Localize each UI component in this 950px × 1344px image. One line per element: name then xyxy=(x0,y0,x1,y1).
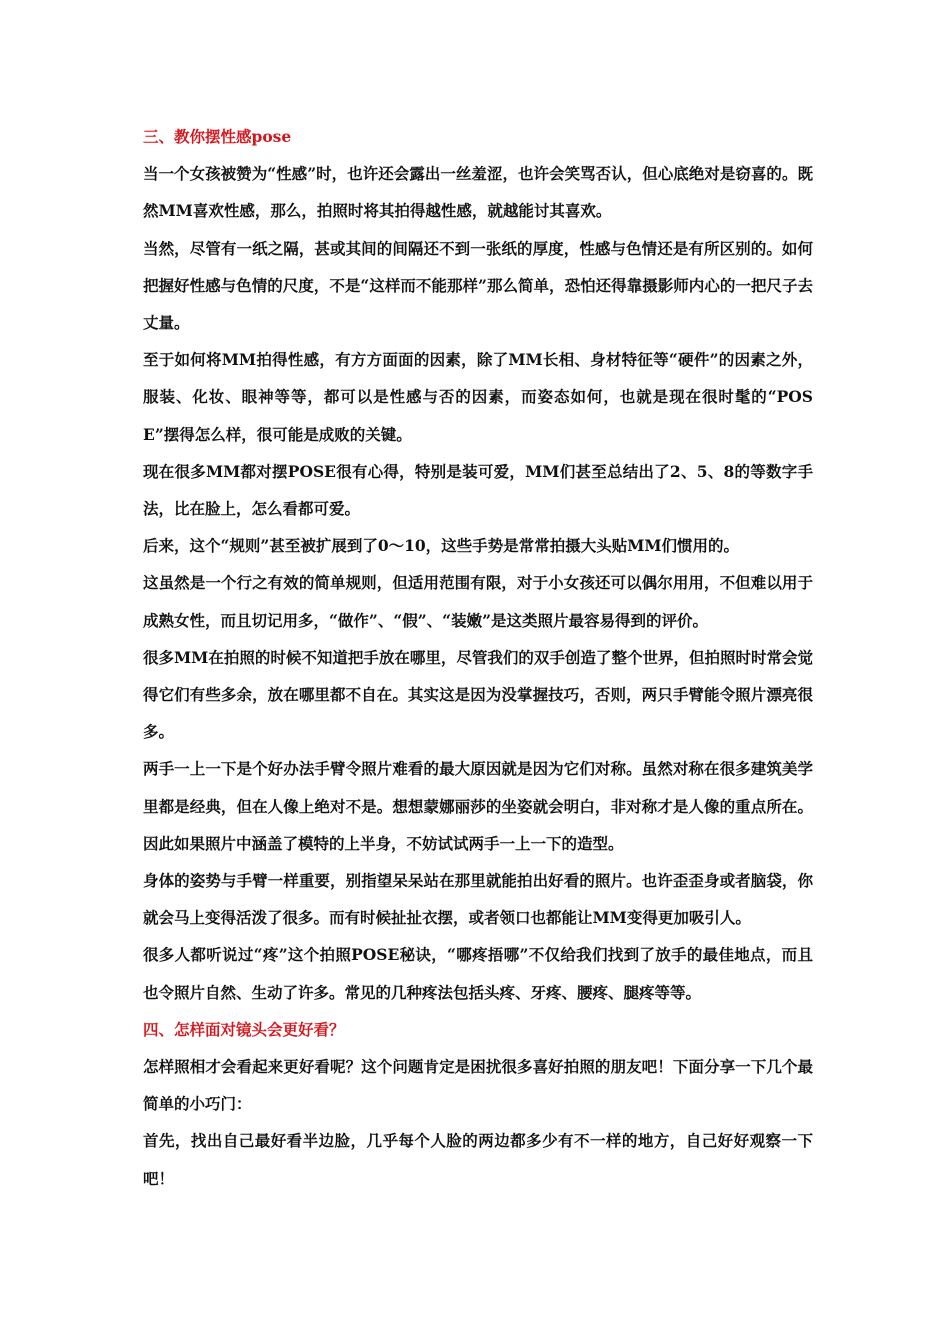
paragraph-7: 很多MM在拍照的时候不知道把手放在哪里，尽管我们的双手创造了整个世界，但拍照时时常会觉得它们有些多余，放在哪里都不自在。其实这是因为没掌握技巧，否则，两只手臂能令照片漂亮很多。 xyxy=(143,647,813,742)
document-content xyxy=(143,118,813,1197)
section-heading-4: 四、怎样面对镜头会更好看？ xyxy=(143,1019,345,1039)
paragraph-6: 这虽然是一个行之有效的简单规则，但适用范围有限，对于小女孩还可以偶尔用用，不但难以用于成熟女性，而且切记用多，“做作”、“假”、“装嫩”是这类照片最容易得到的评价。 xyxy=(143,573,813,630)
paragraph-4: 现在很多MM都对摆POSE很有心得，特别是装可爱，MM们甚至总结出了2、5、8的等数字手法，比在脸上，怎么看都可爱。 xyxy=(143,461,813,519)
paragraph-2: 当然，尽管有一纸之隔，甚或其间的间隔还不到一张纸的厚度，性感与色情还是有所区别的。如何把握好性感与色情的尺度，不是“这样而不能那样”那么简单，恐怕还得靠摄影师内心的一把尺子去丈量。 xyxy=(143,238,813,333)
section-heading-3: 三、教你摆性感pose xyxy=(143,127,292,146)
paragraph-1: 当一个女孩被赞为“性感”时，也许还会露出一丝羞涩，也许会笑骂否认，但心底绝对是窃喜的。既然MM喜欢性感，那么，拍照时将其拍得越性感，就越能讨其喜欢。 xyxy=(143,164,813,221)
paragraph-10: 很多人都听说过“疼”这个拍照POSE秘诀，“哪疼捂哪”不仅给我们找到了放手的最佳地点，而且也令照片自然、生动了许多。常见的几种疼法包括头疼、牙疼、腰疼、腿疼等等。 xyxy=(143,945,813,1002)
paragraph-12: 首先，找出自己最好看半边脸，几乎每个人脸的两边都多少有不一样的地方，自己好好观察一下吧！ xyxy=(143,1131,813,1188)
paragraph-9: 身体的姿势与手臂一样重要，别指望呆呆站在那里就能拍出好看的照片。也许歪歪身或者脑袋，你就会马上变得活泼了很多。而有时候扯扯衣摆，或者领口也都能让MM变得更加吸引人。 xyxy=(143,871,813,928)
paragraph-8: 两手一上一下是个好办法手臂令照片难看的最大原因就是因为它们对称。虽然对称在很多建筑美学里都是经典，但在人像上绝对不是。想想蒙娜丽莎的坐姿就会明白，非对称才是人像的重点所在。因此如果照片中涵盖了模特的上半身，不妨试试两手一上一下的造型。 xyxy=(143,759,813,853)
paragraph-11: 怎样照相才会看起来更好看呢？这个问题肯定是困扰很多喜好拍照的朋友吧！下面分享一下几个最简单的小巧门： xyxy=(143,1057,813,1114)
paragraph-3: 至于如何将MM拍得性感，有方方面面的因素，除了MM长相、身材特征等“硬件”的因素之外，服装、化妆、眼神等等，都可以是性感与否的因素，而姿态如何，也就是现在很时髦的“POSE”摆得怎么样，很可能是成败的关键。 xyxy=(143,350,813,444)
paragraph-5: 后来，这个“规则”甚至被扩展到了0～10，这些手势是常常拍摄大头贴MM们惯用的。 xyxy=(143,536,740,556)
